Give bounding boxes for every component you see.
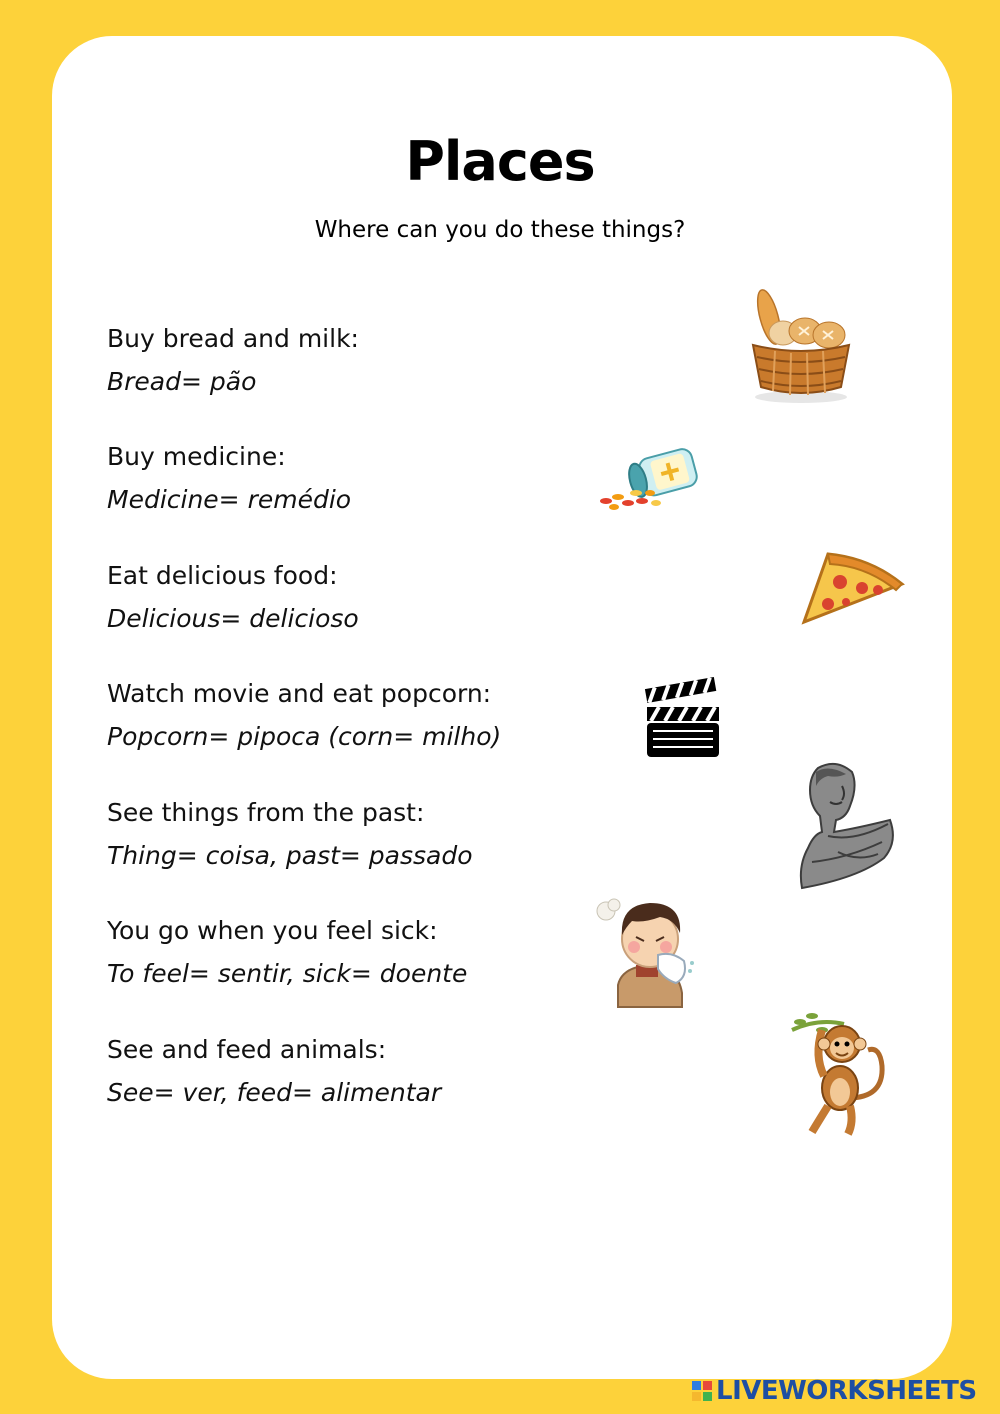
clapperboard-icon[interactable]	[643, 675, 721, 759]
translation-text: Medicine= remédio	[107, 485, 352, 514]
logo-blocks-icon	[692, 1381, 712, 1401]
list-item	[107, 791, 473, 877]
page-subtitle: Where can you do these things?	[314, 217, 686, 243]
pizza-slice-icon[interactable]	[800, 548, 906, 626]
question-text: Buy medicine:	[107, 442, 286, 471]
list-item	[107, 317, 359, 403]
question-text: Buy bread and milk:	[107, 324, 359, 353]
list-item	[107, 435, 351, 521]
translation-text: Bread= pão	[107, 367, 257, 396]
translation-text: Thing= coisa, past= passado	[107, 841, 473, 870]
monkey-icon[interactable]	[788, 1006, 890, 1138]
translation-text: Popcorn= pipoca (corn= milho)	[107, 722, 502, 751]
list-item	[107, 909, 467, 995]
sick-boy-icon[interactable]	[592, 893, 698, 1011]
question-text: See things from the past:	[107, 798, 425, 827]
question-text: You go when you feel sick:	[107, 916, 438, 945]
liveworksheets-logo[interactable]	[692, 1376, 977, 1406]
question-text: See and feed animals:	[107, 1035, 387, 1064]
translation-text: See= ver, feed= alimentar	[107, 1078, 442, 1107]
translation-text: Delicious= delicioso	[107, 604, 359, 633]
question-text: Watch movie and eat popcorn:	[107, 679, 492, 708]
list-item	[107, 554, 359, 640]
page-title: Places	[405, 130, 595, 193]
list-item	[107, 1028, 441, 1114]
list-item	[107, 672, 501, 758]
translation-text: To feel= sentir, sick= doente	[107, 959, 468, 988]
bread-basket-icon[interactable]	[745, 287, 857, 407]
statue-bust-icon[interactable]	[798, 762, 898, 890]
pill-bottle-icon[interactable]	[592, 447, 702, 513]
question-text: Eat delicious food:	[107, 561, 338, 590]
brand-name: LIVEWORKSHEETS	[716, 1376, 977, 1406]
